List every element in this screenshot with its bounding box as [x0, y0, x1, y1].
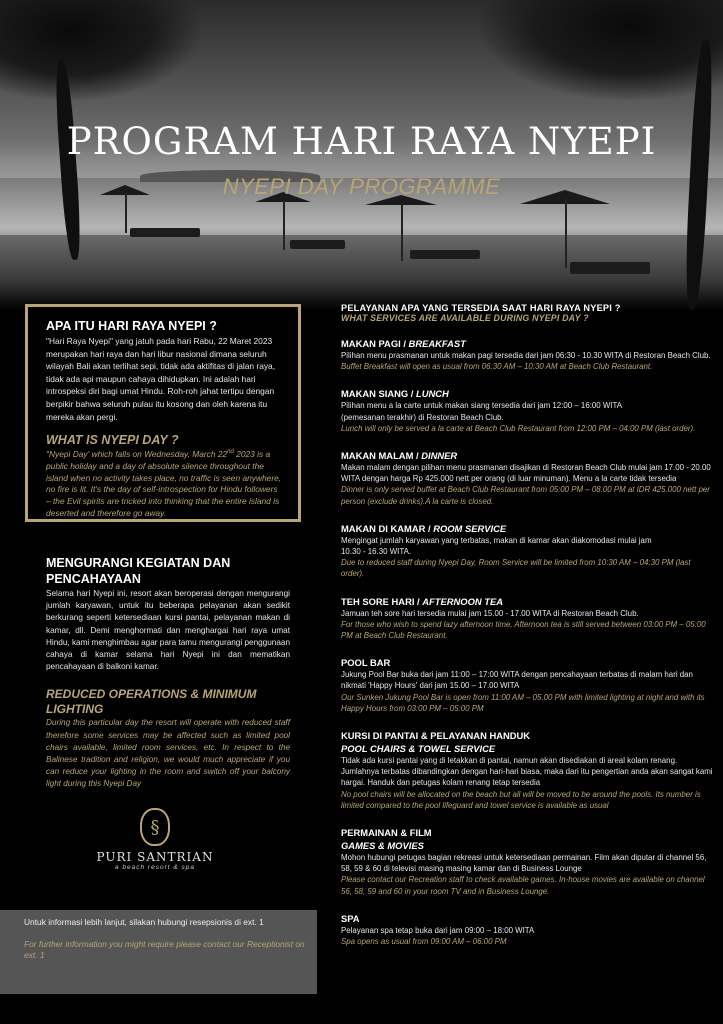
sun-lounger	[290, 240, 345, 249]
service-pool-bar	[341, 656, 713, 714]
service-spa	[341, 912, 713, 947]
page-title: PROGRAM HARI RAYA NYEPI	[66, 120, 657, 163]
logo-tagline: a beach resort & spa	[115, 864, 195, 871]
service-title-id: POOL BAR	[341, 657, 391, 669]
service-text-en: Please contact our Recreation staff to check available games. In-house movies are available on channel 56, 58, 59 and 60 in your room TV and in Business Lounge.	[341, 875, 705, 896]
what-is-text-en-sup: nd	[227, 449, 234, 456]
service-title-id: MAKAN PAGI /	[341, 338, 409, 349]
puri-santrian-emblem-icon: §	[140, 808, 170, 846]
palm-tree-right	[480, 0, 723, 100]
sun-lounger	[410, 250, 480, 259]
service-title-en: LUNCH	[416, 388, 449, 400]
operations-title-id: MENGURANGI KEGIATAN DAN PENCAHAYAAN	[46, 556, 231, 586]
service-title-id: SPA	[341, 912, 360, 924]
service-title-id: KURSI DI PANTAI & PELAYANAN HANDUK	[341, 730, 531, 742]
service-pool-chairs	[341, 729, 713, 811]
service-text-en: Spa opens as usual from 09:00 AM – 06:00 PM	[341, 937, 507, 947]
contact-text-en: For further information you might require please contact our Receptionist on ext. 1	[24, 938, 305, 960]
service-text-en: Our Sunken Jukung Pool Bar is open from 11:00 AM – 05.00 PM with limited lighting at night and with its Happy Hours from 03:00 PM – 05:00 PM	[341, 692, 705, 713]
service-text-id: Makan malam dengan pilihan menu prasmanan disajikan di Restoran Beach Club mulai jam 17.00 - 20.00 WITA dengan harga Rp 425.000 nett per orang (di luar minuman). Menu a la carte tidak tersedia	[341, 463, 711, 484]
service-title	[341, 449, 713, 462]
service-text-en: No pool chairs will be allocated on the beach but all will be moved to be around the pools. Its number is limited compared to the pool lifeguard and towel service is available as usual	[341, 789, 701, 810]
service-text-id: Tidak ada kursi pantai yang di letakkan di pantai, namun akan disediakan di areal kolam renang. Jumlahnya terbatas dibandingkan dengan hari-hari biasa, maka dari itu pengertian anda akan sangat kami hargai. Handuk dan petugas kolam renang tetap tersedia	[341, 756, 713, 788]
service-title-id: PERMAINAN & FILM	[341, 827, 432, 839]
service-text-id: Pilihan menu prasmanan untuk makan pagi tersedia dari jam 06:30 - 10.30 WITA di Restoran Beach Club.	[341, 351, 711, 360]
service-title	[341, 522, 713, 535]
contact-panel	[0, 910, 317, 994]
service-dinner	[341, 449, 713, 507]
service-title	[341, 656, 713, 669]
logo-name: PURI SANTRIAN	[96, 850, 214, 864]
service-title	[341, 595, 713, 608]
service-title-id: MAKAN SIANG /	[341, 388, 416, 400]
operations-text-en: During this particular day the resort will operate with reduced staff therefore some services may be affected such as limited pool chairs available, limited room services, etc. In respect to the Balinese tradition and religion, we would much appreciate if you can reduce your lighting in the room and switch off your balcony light during this Nyepi Day	[46, 718, 290, 789]
service-games-movies	[341, 826, 713, 897]
service-title-en: GAMES & MOVIES	[341, 840, 424, 852]
service-text-en: Lunch will only be served a la carte at Beach Club Restaurant from 12:00 PM – 04:00 PM (last order).	[341, 423, 696, 433]
service-text-en: For those who wish to spend lazy afternoon time, Afternoon tea is still served between 03:00 PM – 05:00 PM at Beach Club Restaurant.	[341, 619, 706, 641]
operations-title-en: REDUCED OPERATIONS & MINIMUM LIGHTING	[46, 687, 257, 717]
service-text-id: Jukung Pool Bar buka dari jam 11:00 – 17:00 WITA dengan pencahayaan terbatas di malam hari dan nikmati 'Happy Hours' dari jam 15.00 – 17.00 WITA	[341, 670, 693, 691]
what-is-text-en	[46, 447, 284, 520]
what-is-text-id: "Hari Raya Nyepi" yang jatuh pada hari Rabu, 22 Maret 2023 merupakan hari raya dan hari libur nasional dimana seluruh wilayah Bali akan terlihat sepi, tidak ada aktifitas di jalan raya, tidak ada api maupun cahaya dihidupkan. Ini adalah hari introspeksi diri bagi umat Hindu. Roh-roh jahat tertipu dengan berpikir bahwa seluruh pulau itu kosong dan oleh karena itu mereka akan pergi.	[46, 336, 276, 422]
what-is-title-en: WHAT IS NYEPI DAY ?	[46, 433, 179, 448]
service-room-service	[341, 522, 713, 580]
service-text-id: Jamuan teh sore hari tersedia mulai jam 15.00 - 17.00 WITA di Restoran Beach Club.	[341, 608, 639, 618]
service-title-id: TEH SORE HARI /	[341, 595, 423, 607]
what-is-text-en-post: 2023 is a public holiday and a day of absolute silence throughout the island when no activity takes place, no traffic is seen anywhere, no fire is lit. It's the day of self-introspection for Hindu followers – the Evil spirits are tricked into thinking that the entire island is deserted and therefore go away.	[46, 448, 282, 518]
puri-santrian-logo	[95, 808, 215, 871]
services-heading-en: WHAT SERVICES ARE AVAILABLE DURING NYEPI DAY ?	[341, 313, 589, 323]
sun-lounger	[130, 228, 200, 237]
reduced-operations-section	[46, 555, 290, 791]
service-title	[341, 387, 713, 400]
what-is-text-en-pre: "Nyepi Day' which falls on Wednesday, March 22	[46, 448, 228, 459]
service-title-id: MAKAN DI KAMAR /	[341, 522, 434, 534]
service-afternoon-tea	[341, 595, 713, 642]
service-title-en: BREAKFAST	[408, 338, 466, 349]
service-title-en: AFTERNOON TEA	[422, 595, 503, 607]
service-text-en: Buffet Breakfast will open as usual from 06:30 AM – 10:30 AM at Beach Club Restaurant.	[341, 362, 653, 372]
service-lunch	[341, 387, 713, 434]
hero-beach-photo	[0, 0, 723, 310]
service-title-en: DINNER	[421, 450, 458, 462]
service-text-id: Mohon hubungi petugas bagian rekreasi untuk ketersediaan permainan. Film akan diputar di channel 56, 58, 59 & 60 di televisi masing masing kamar dan di Business Lounge	[341, 853, 707, 874]
service-text-id: Pelayanan spa tetap buka dari jam 09:00 – 18:00 WITA	[341, 925, 535, 935]
service-text-en: Due to reduced staff during Nyepi Day, Room Service will be limited from 10:30 AM – 04:30 PM (last order).	[341, 558, 691, 579]
service-title-id: MAKAN MALAM /	[341, 450, 422, 462]
services-section	[341, 303, 713, 947]
operations-text-id: Selama hari Nyepi ini, resort akan beroperasi dengan mengurangi jumlah karyawan, untuk itu beberapa pelayanan akan sedikit berkurang seperti ketersediaan kursi pantai, pelayanan makan di kamar, dll. Demi menghormati dan menghargai hari raya umat Hindu, kami menghimbau agar para tamu mengurangi penggunaan cahaya di kamar selama hari Nyepi ini dan mematikan pencahayaan di balkoni kamar.	[46, 589, 290, 672]
palm-tree-left	[0, 0, 200, 100]
service-breakfast	[341, 337, 713, 372]
service-text-id: Pilihan menu a la carte untuk makan siang tersedia dari jam 12:00 – 16:00 WITA (pemesanan terakhir) di Restoran Beach Club.	[341, 401, 622, 422]
service-title	[341, 337, 713, 350]
what-is-title-id: APA ITU HARI RAYA NYEPI ?	[46, 319, 217, 333]
sun-lounger	[570, 262, 650, 274]
service-text-id: Mengingat jumlah karyawan yang terbatas, makan di kamar akan diakomodasi mulai jam 10.30 - 16.30 WITA.	[341, 535, 652, 557]
services-heading-id: PELAYANAN APA YANG TERSEDIA SAAT HARI RAYA NYEPI ?	[341, 303, 621, 313]
what-is-nyepi-box	[25, 304, 301, 522]
page-subtitle: NYEPI DAY PROGRAMME	[222, 174, 501, 199]
service-text-en: Dinner is only served buffet at Beach Club Restaurant from 05:00 PM – 08.00 PM at IDR 425.000 nett per person (exclude drinks).A la carte is closed.	[341, 485, 710, 506]
service-title-en: ROOM SERVICE	[433, 522, 507, 534]
service-title-en: POOL CHAIRS & TOWEL SERVICE	[341, 743, 496, 755]
contact-text-id: Untuk informasi lebih lanjut, silakan hubungi resepsionis di ext. 1	[24, 917, 264, 927]
